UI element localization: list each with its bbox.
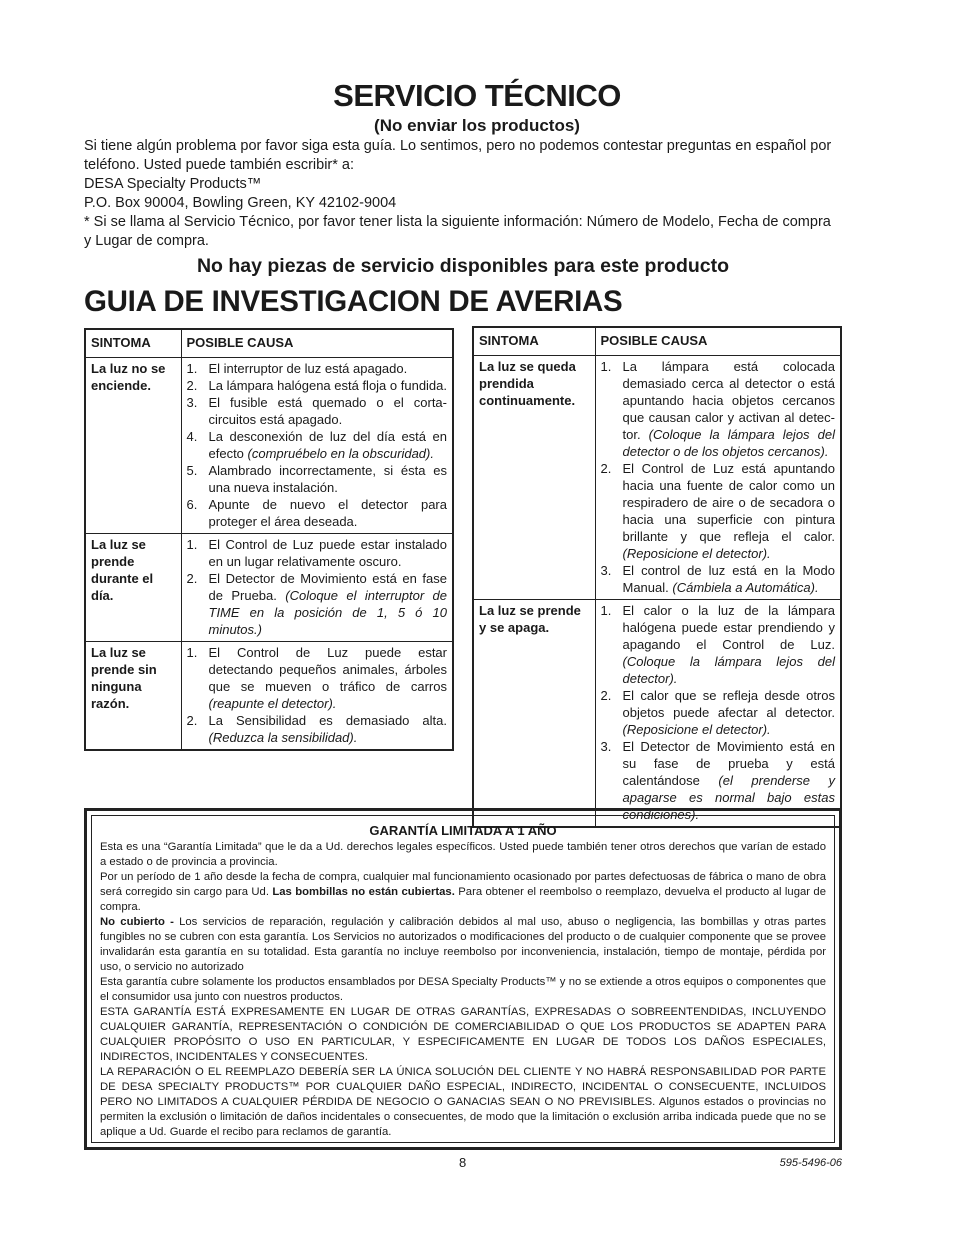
cause-text-italic: (Cámbiela a Automática).	[672, 580, 819, 595]
cause-number: 1.	[186, 361, 198, 376]
cause-item	[187, 644, 448, 712]
cause-item	[187, 536, 448, 570]
cause-text-plain: La lámpara está colocada demasiado cerca al detector o está apuntando hacia objetos cercanos que causan calor y activan al detec-tor.	[622, 359, 835, 442]
symptom-cell: La luz no se enciende.	[85, 358, 181, 534]
cause-text-plain: El calor o la luz de la lámpara halógena puede estar prendiendo y apagando el Control de Luz.	[622, 603, 835, 652]
cause-text	[209, 462, 448, 496]
company-address: P.O. Box 90004, Bowling Green, KY 42102-9004	[84, 195, 397, 211]
warranty-text: Por un período de 1 año desde la fecha de compra, cualquier mal funcionamiento ocasionado por partes defectuosas de fábrica o mano de obra será corregido sin cargo para Ud.	[100, 871, 826, 898]
cause-item	[601, 460, 836, 562]
company-name: DESA Specialty Products™	[84, 176, 262, 192]
cause-text-italic: (el prenderse y apagarse es normal bajo estas condiciones).	[622, 773, 836, 822]
warranty-paragraph: LA REPARACIÓN O EL REEMPLAZO DEBERÍA SER LA ÚNICA SOLUCIÓN DEL CLIENTE Y NO HABRÁ RESPONSABILIDAD POR PARTE DE DESA SPECIALTY PRODUCTS™ POR CUALQUIER DAÑO ESPECIAL, INDIRECTO, INCIDENTAL O CONSECUENTE, INCLUIDOS PERO NO LIMITADOS A CUALQUIER PÉRDIDA DE NEGOCIO O GANACIAS SEAN O NO PREVISIBLES. Algunos estados o provincias no permiten la exclusión o limitación de daños incidentales o consecuentes, de modo que la limitación o exclusión arriba indicada puede que no se aplique a Ud. Guarde el recibo para reclamos de garantía.	[100, 1066, 826, 1138]
document-number: 595-5496-06	[779, 1157, 842, 1169]
cause-text-plain: El Control de Luz puede estar instalado en un lugar relativamente oscuro.	[208, 537, 447, 569]
cause-text	[209, 570, 448, 638]
warranty-bold-text: Las bombillas no están cubiertas.	[272, 886, 455, 898]
warranty-paragraph: Esta es una “Garantía Limitada” que le da a Ud. derechos legales específicos. Usted puede también tener otros derechos que varían de estado a estado o de provincia a provincia.	[100, 841, 826, 868]
no-parts-heading: No hay piezas de servicio disponibles para este producto	[196, 255, 730, 277]
cause-text	[623, 687, 836, 738]
cause-number: 4.	[186, 429, 198, 444]
troubleshooting-table-right	[472, 326, 842, 828]
cause-text-italic: (compruébelo en la obscuridad).	[247, 446, 434, 461]
cause-text-plain: Apunte de nuevo el detector para proteger el área deseada.	[208, 497, 447, 529]
cause-number: 3.	[600, 563, 612, 578]
warranty-text: Para obtener el reembolso o reemplazo, devuelva el producto al lugar de compra.	[100, 886, 827, 913]
cause-text-plain: El control de luz está en la Modo Manual.	[622, 563, 835, 595]
warranty-title: GARANTÍA LIMITADA A 1 AÑO	[369, 823, 557, 838]
cause-number: 3.	[186, 395, 198, 410]
cause-header: POSIBLE CAUSA	[595, 327, 841, 356]
cause-item	[187, 394, 448, 428]
cause-item	[601, 687, 836, 738]
cause-item	[187, 428, 448, 462]
warranty-paragraph: Esta garantía cubre solamente los productos ensamblados por DESA Specialty Products™ y no se extiende a otros equipos o componentes que el consumidor usa junto con nuestros productos.	[100, 976, 826, 1003]
cause-item	[601, 358, 836, 460]
cause-text-italic: (reapunte el detector).	[208, 696, 337, 711]
cause-item	[187, 377, 448, 394]
cause-list	[187, 360, 448, 530]
symptom-cell: La luz se queda prendida continuamente.	[473, 356, 595, 600]
cause-text	[209, 394, 448, 428]
cause-list	[187, 644, 448, 746]
intro-paragraph: Si tiene algún problema por favor siga esta guía. Lo sentimos, pero no podemos contestar preguntas en español por teléfono. Usted puede también escribir* a:	[84, 138, 832, 173]
cause-text-plain: El calor que se refleja desde otros objetos puede afectar al detector.	[622, 688, 835, 720]
cause-text	[623, 460, 836, 562]
cause-text-plain: El interruptor de luz está apagado.	[208, 361, 408, 376]
cause-text	[209, 644, 448, 712]
warranty-paragraph: ESTA GARANTÍA ESTÁ EXPRESAMENTE EN LUGAR DE OTRAS GARANTÍAS, EXPRESADAS O SOBREENTENDIDAS, INCLUYENDO CUALQUIER GARANTÍA, REPRESENTACIÓN O CONDICIÓN DE COMERCIABILIDAD O QUE LOS PRODUCTOS SE ADAPTEN PARA CUALQUIER PROPÓSITO O USO EN PARTICULAR, Y ESPECIFICAMENTE EN LUGAR DE TODOS LOS DAÑOS ESPECIALES, INDIRECTOS, INCIDENTALES Y CONSECUENTES.	[100, 1006, 826, 1063]
cause-number: 1.	[600, 359, 612, 374]
table-row	[473, 600, 841, 828]
warranty-paragraph	[100, 870, 826, 915]
cause-item	[187, 360, 448, 377]
cause-text-italic: (Reposicione el detector).	[622, 546, 771, 561]
cause-header: POSIBLE CAUSA	[181, 329, 453, 358]
table-row	[85, 358, 453, 534]
cause-text-italic: (Reduzca la sensibilidad).	[208, 730, 358, 745]
page-title: SERVICIO TÉCNICO	[333, 78, 621, 113]
symptom-cell: La luz se prende sin ninguna razón.	[85, 642, 181, 751]
cause-list	[601, 358, 836, 596]
table-row	[473, 356, 841, 600]
cause-item	[601, 602, 836, 687]
cause-item	[187, 570, 448, 638]
cause-text	[209, 536, 448, 570]
cause-text-italic: (Coloque la lámpara lejos del detector).	[622, 654, 835, 686]
cause-text-plain: La desconexión de luz del día está en efecto	[208, 429, 447, 461]
cause-text	[209, 360, 448, 377]
cause-text-plain: El Detector de Movimiento está en su fase de prueba y está calentándose	[622, 739, 835, 788]
cause-text	[209, 377, 448, 394]
cause-cell	[181, 358, 453, 534]
cause-number: 2.	[600, 688, 612, 703]
warranty-bold-text: No cubierto -	[100, 916, 174, 928]
symptom-header: SINTOMA	[473, 327, 595, 356]
cause-cell	[181, 534, 453, 642]
cause-number: 2.	[186, 378, 198, 393]
warranty-box	[84, 808, 842, 1150]
cause-cell	[181, 642, 453, 751]
cause-text-plain: El Detector de Movimiento está en fase de Prueba.	[208, 571, 447, 603]
table-row	[85, 534, 453, 642]
cause-item	[187, 712, 448, 746]
cause-text-plain: El Control de Luz puede estar detectando pequeños animales, árboles que se mueven o tráfico de carros	[208, 645, 447, 694]
warranty-text: Los servicios de reparación, regulación y calibración debidos al mal uso, abuso o negligencia, las bombillas y otras partes fungibles no se cubren con esta garantía. Los Servicios no autorizados o modificaciones del producto o de cualquier componente que se provee invalidarán esta garantía en su totalidad. Esta garantía no incluye reembolso por inconveniencia, instalación, tiempo de montaje, pérdida por uso, o servicio no autorizado	[100, 916, 827, 973]
cause-text-italic: (Coloque el interruptor de TIME en la posición de 1, 5 ó 10 minutos.)	[208, 588, 447, 637]
cause-number: 1.	[600, 603, 612, 618]
cause-text-italic: (Coloque la lámpara lejos del detector o de los objetos cercanos).	[622, 427, 835, 459]
troubleshooting-table-left	[84, 328, 454, 751]
cause-list	[601, 602, 836, 823]
symptom-cell: La luz se prende durante el día.	[85, 534, 181, 642]
cause-number: 6.	[186, 497, 198, 512]
cause-text	[623, 358, 836, 460]
symptom-header: SINTOMA	[85, 329, 181, 358]
warranty-paragraph	[100, 915, 826, 975]
cause-text-italic: (Reposicione el detector).	[622, 722, 771, 737]
symptom-cell: La luz se prende y se apaga.	[473, 600, 595, 828]
cause-number: 2.	[600, 461, 612, 476]
intro-note: * Si se llama al Servicio Técnico, por favor tener lista la siguiente información: Número de Modelo, Fecha de compra y Lugar de compra.	[84, 214, 831, 249]
page-subtitle: (No enviar los productos)	[374, 116, 580, 135]
cause-number: 2.	[186, 571, 198, 586]
warranty-content	[91, 815, 835, 1143]
cause-text	[209, 428, 448, 462]
cause-item	[601, 562, 836, 596]
cause-item	[187, 496, 448, 530]
cause-text	[209, 712, 448, 746]
troubleshooting-title: GUIA DE INVESTIGACION DE AVERIAS	[84, 285, 623, 318]
cause-text-plain: El fusible está quemado o el corta-circuitos está apagado.	[208, 395, 447, 427]
cause-number: 1.	[186, 645, 198, 660]
table-row	[85, 642, 453, 751]
cause-item	[187, 462, 448, 496]
cause-number: 2.	[186, 713, 198, 728]
cause-text	[623, 602, 836, 687]
cause-text-plain: La Sensibilidad es demasiado alta.	[208, 713, 447, 728]
page-number: 8	[459, 1155, 467, 1170]
cause-text-plain: Alambrado incorrectamente, si ésta es una nueva instalación.	[208, 463, 447, 495]
cause-number: 5.	[186, 463, 198, 478]
cause-text-plain: El Control de Luz está apuntando hacia una fuente de calor como un respiradero de aire o de secadora o hacia una superficie con pintura brillante y que refleja el calor.	[622, 461, 835, 544]
cause-number: 3.	[600, 739, 612, 754]
cause-list	[187, 536, 448, 638]
cause-cell	[595, 356, 841, 600]
cause-text-plain: La lámpara halógena está floja o fundida.	[208, 378, 448, 393]
cause-number: 1.	[186, 537, 198, 552]
cause-text	[209, 496, 448, 530]
cause-text	[623, 562, 836, 596]
cause-cell	[595, 600, 841, 828]
intro-text	[84, 137, 842, 251]
